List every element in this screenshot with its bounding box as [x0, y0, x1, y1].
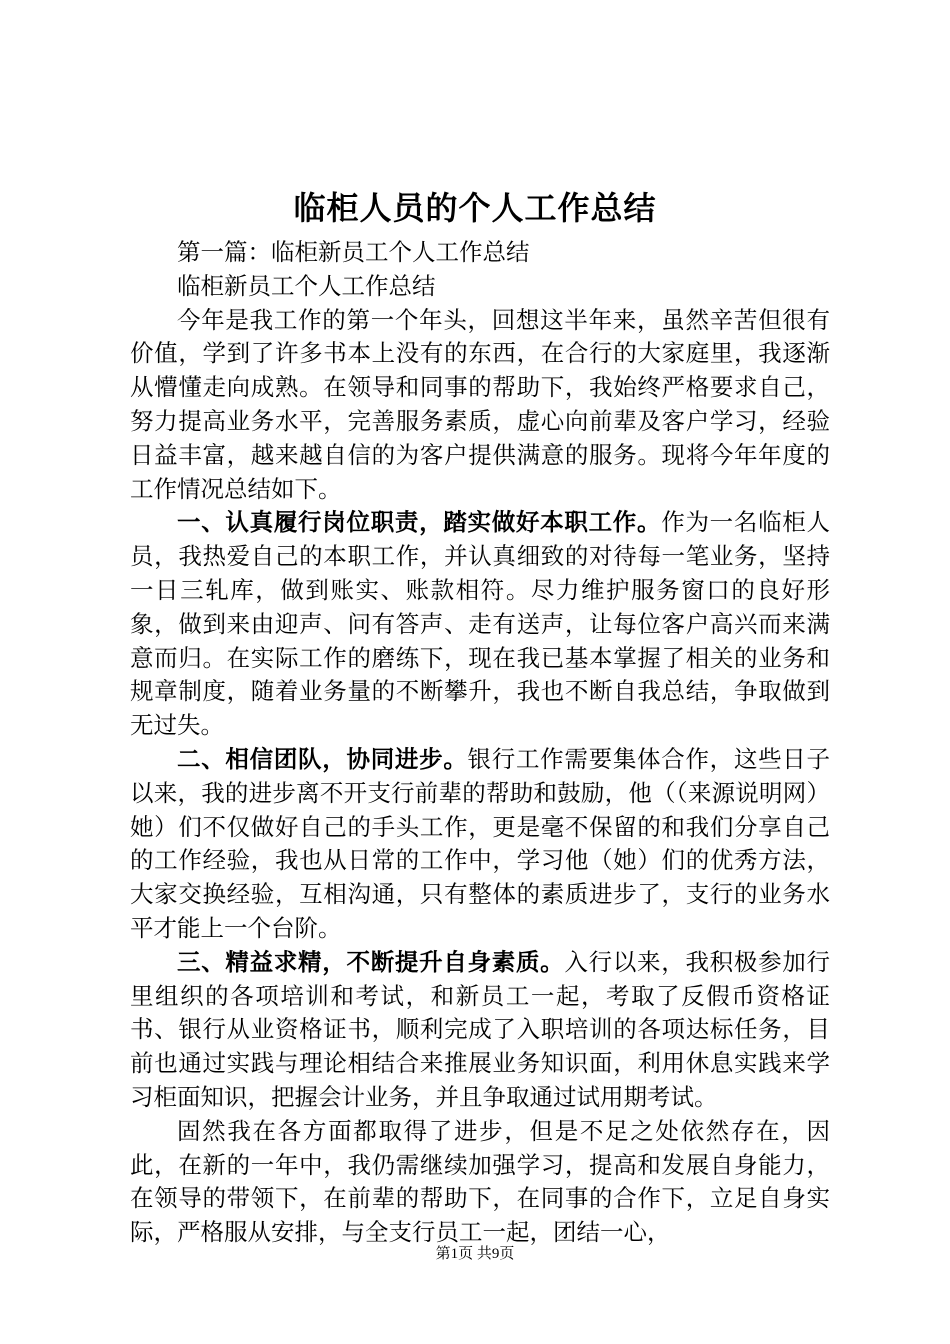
- point-paragraph-3: [130, 946, 830, 1115]
- closing-paragraph: 固然我在各方面都取得了进步，但是不足之处依然存在，因此，在新的一年中，我仍需继续加强学习，提高和发展自身能力，在领导的带领下，在前辈的帮助下，在同事的合作下，立足自身实际，严格服从安排，与全支行员工一起，团结一心，: [130, 1116, 830, 1247]
- document-body: [130, 236, 830, 1250]
- document-subtitle: 临柜新员工个人工作总结: [177, 271, 436, 300]
- document-title: 临柜人员的个人工作总结: [293, 189, 657, 227]
- page-number-footer: 第1页 共9页: [435, 1246, 515, 1262]
- point-paragraph-2: [130, 743, 830, 946]
- point-paragraph-1: [130, 506, 830, 743]
- point-text-1: 作为一名临柜人员，我热爱自己的本职工作，并认真细致的对待每一笔业务，坚持一日三轧库，做到账实、账款相符。尽力维护服务窗口的良好形象，做到来由迎声、问有答声、走有送声，让每位客户高兴而来满意而归。在实际工作的磨练下，现在我已基本掌握了相关的业务和规章制度，随着业务量的不断攀升，我也不断自我总结，争取做到无过失。: [130, 508, 831, 740]
- point-lead-2: 二、相信团队，协同进步。: [177, 744, 468, 773]
- point-lead-1: 一、认真履行岗位职责，踏实做好本职工作。: [177, 508, 662, 537]
- intro-paragraph: 今年是我工作的第一个年头，回想这半年来，虽然辛苦但很有价值，学到了许多书本上没有的东西，在合行的大家庭里，我逐渐从懵懂走向成熟。在领导和同事的帮助下，我始终严格要求自己，努力提高业务水平，完善服务素质，虚心向前辈及客户学习，经验日益丰富，越来越自信的为客户提供满意的服务。现将今年年度的工作情况总结如下。: [130, 305, 830, 503]
- point-lead-3: 三、精益求精，不断提升自身素质。: [177, 947, 565, 976]
- point-text-2: 银行工作需要集体合作，这些日子以来，我的进步离不开支行前辈的帮助和鼓励，他（（来源说明网）她）们不仅做好自己的手头工作，更是毫不保留的和我们分享自己的工作经验，我也从日常的工作中，学习他（她）们的优秀方法，大家交换经验，互相沟通，只有整体的素质进步了，支行的业务水平才能上一个台阶。: [130, 744, 831, 942]
- section-heading: 第一篇：临柜新员工个人工作总结: [177, 238, 530, 266]
- point-text-3: 入行以来，我积极参加行里组织的各项培训和考试，和新员工一起，考取了反假币资格证书、银行从业资格证书，顺利完成了入职培训的各项达标任务，目前也通过实践与理论相结合来推展业务知识面，利用休息实践来学习柜面知识，把握会计业务，并且争取通过试用期考试。: [130, 947, 831, 1111]
